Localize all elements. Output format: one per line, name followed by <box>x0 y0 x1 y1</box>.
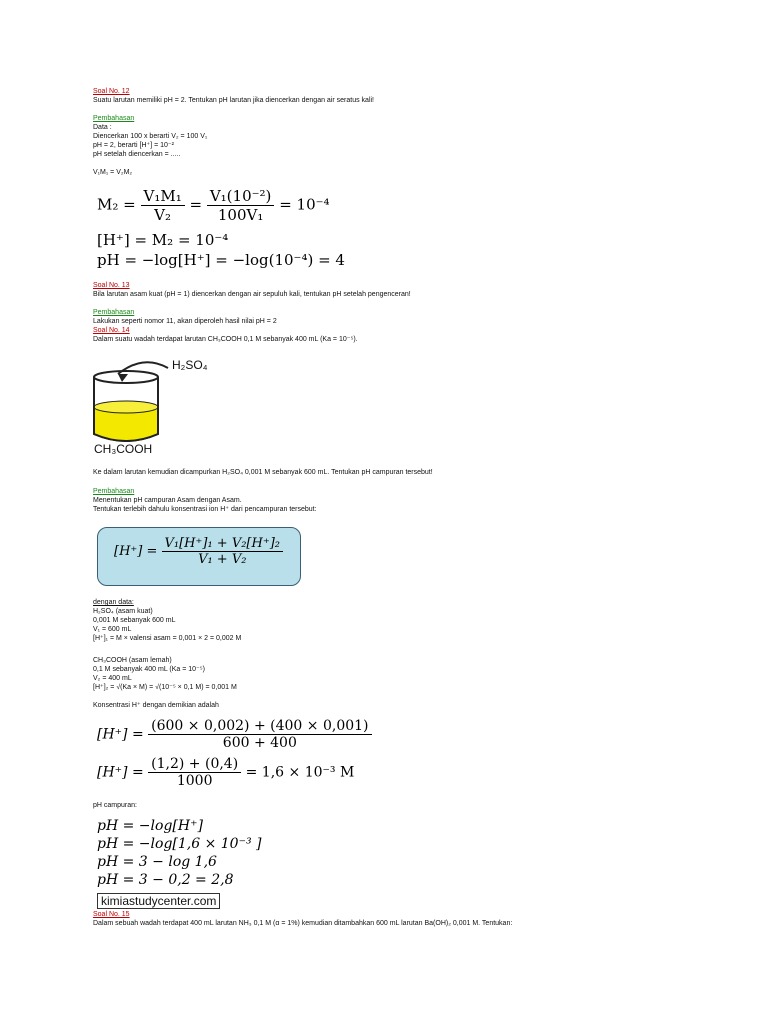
soal-13-heading: Soal No. 13 <box>93 282 130 289</box>
pembahasan-line: Menentukan pH campuran Asam dengan Asam. <box>93 497 242 504</box>
ch3cooh-line: [H⁺]₂ = √(Ka × M) = √(10⁻⁵ × 0,1 M) = 0,001 M <box>93 684 237 691</box>
soal-15-question: Dalam sebuah wadah terdapat 400 mL larutan NH₃ 0,1 M (α = 1%) kemudian ditambahkan 600 mL larutan Ba(OH)₂ 0,001 M. Tentukan: <box>93 920 513 927</box>
ph-line: pH = −log[1,6 × 10⁻³ ] <box>97 836 262 852</box>
soal-14-question-2: Ke dalam larutan kemudian dicampurkan H₂SO₄ 0,001 M sebanyak 600 mL. Tentukan pH campuran tersebut! <box>93 469 433 476</box>
equation-m2: M₂ = $\frac{\text{V₁M₁}}{\text{V₂}}$ = $\frac{\text{V₁(10⁻²)}}{\text{100V₁}}$ = 10⁻⁴ <box>97 187 330 224</box>
ph-line: pH = 3 − 0,2 = 2,8 <box>97 872 234 888</box>
data-line: pH = 2, berarti [H⁺] = 10⁻² <box>93 142 174 149</box>
dengan-data: dengan data: <box>93 599 134 606</box>
soal-15-heading: Soal No. 15 <box>93 911 130 918</box>
soal-14-heading: Soal No. 14 <box>93 327 130 334</box>
equation-h-concentration: [H⁺] = M₂ = 10⁻⁴ <box>97 231 229 249</box>
reagent-label: H₂SO₄ <box>172 358 208 372</box>
soal-13-answer: Lakukan seperti nomor 11, akan diperoleh hasil nilai pH = 2 <box>93 318 277 325</box>
ch3cooh-line: 0,1 M sebanyak 400 mL (Ka = 10⁻⁵) <box>93 666 205 673</box>
arrow-head <box>118 374 128 382</box>
soal-13-pembahasan: Pembahasan <box>93 309 135 316</box>
h2so4-line: H₂SO₄ (asam kuat) <box>93 608 153 615</box>
pembahasan-line: Tentukan terlebih dahulu konsentrasi ion H⁺ dari pencampuran tersebut: <box>93 506 317 513</box>
data-label: Data : <box>93 124 112 131</box>
equation-ph: pH = −log[H⁺] = −log(10⁻⁴) = 4 <box>97 251 345 269</box>
ch3cooh-line: CH₃COOH (asam lemah) <box>93 657 172 664</box>
formula-box-equation: [H⁺] = $\frac{\text{V₁[H⁺]₁ + V₂[H⁺]₂}}{\text{V₁ + V₂}}$ <box>114 536 283 567</box>
h2so4-line: 0,001 M sebanyak 600 mL <box>93 617 176 624</box>
equation-h-mix: [H⁺] = $\frac{(600 \times 0,002) + (400 \times 0,001)}{600 + 400}$ <box>97 718 372 751</box>
konsentrasi-label: Konsentrasi H⁺ dengan demikian adalah <box>93 702 219 709</box>
ph-line: pH = −log[H⁺] <box>97 818 203 834</box>
soal-12-question: Suatu larutan memiliki pH = 2. Tentukan pH larutan jika diencerkan dengan air seratus kali! <box>93 97 374 104</box>
equation-h-result: [H⁺] = $\frac{(1,2) + (0,4)}{1000}$ = 1,6 × 10⁻³ M <box>97 756 355 789</box>
ph-campuran-label: pH campuran: <box>93 802 137 809</box>
soal-14-question: Dalam suatu wadah terdapat larutan CH₃COOH 0,1 M sebanyak 400 mL (Ka = 10⁻⁵). <box>93 336 358 343</box>
formula-label: V₁M₁ = V₂M₂ <box>93 169 133 176</box>
soal-13-question: Bila larutan asam kuat (pH = 1) diencerkan dengan air sepuluh kali, tentukan pH setelah pengenceran! <box>93 291 411 298</box>
soal-12-pembahasan: Pembahasan <box>93 115 135 122</box>
soal-14-pembahasan: Pembahasan <box>93 488 135 495</box>
data-line: Diencerkan 100 x berarti V₂ = 100 V₁ <box>93 133 208 140</box>
h2so4-line: [H⁺]₁ = M × valensi asam = 0,001 × 2 = 0,002 M <box>93 635 242 642</box>
ch3cooh-line: V₂ = 400 mL <box>93 675 132 682</box>
beaker-label: CH₃COOH <box>94 442 153 456</box>
beaker-rim <box>94 371 158 383</box>
soal-12-heading: Soal No. 12 <box>93 88 130 95</box>
watermark: kimiastudycenter.com <box>97 893 220 909</box>
h2so4-line: V₁ = 600 mL <box>93 626 132 633</box>
ph-line: pH = 3 − log 1,6 <box>97 854 217 870</box>
data-line: pH setelah diencerkan = ..... <box>93 151 181 158</box>
